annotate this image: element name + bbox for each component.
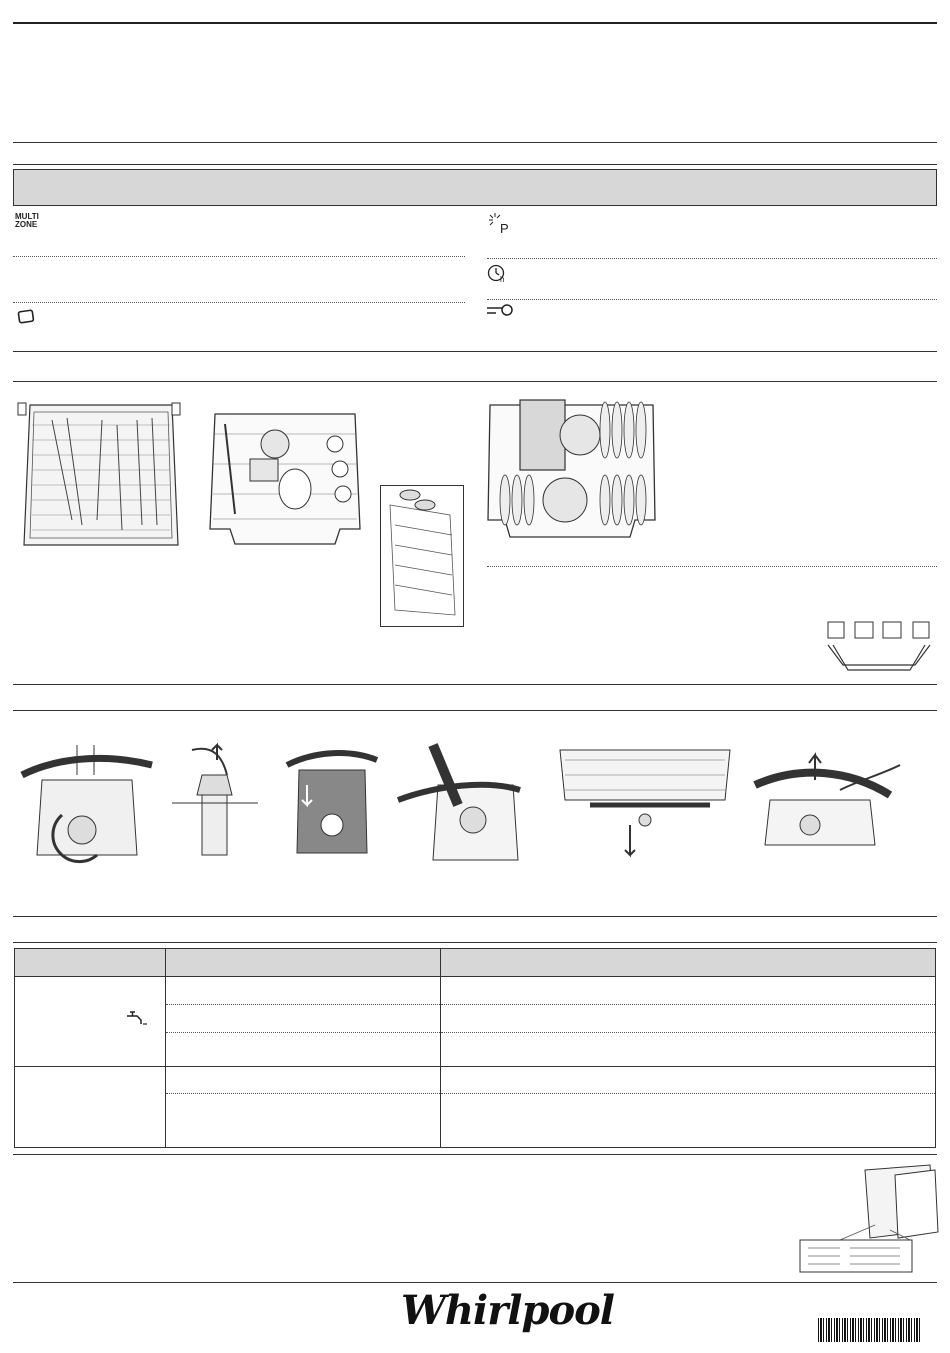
dotted-separator — [487, 566, 937, 567]
key-lock-icon — [486, 303, 516, 317]
filter-step-6-illustration — [750, 755, 900, 850]
table-cell — [166, 1093, 441, 1147]
troubleshooting-table — [14, 948, 936, 1148]
dotted-separator — [487, 258, 937, 259]
section-rule — [13, 142, 937, 143]
table-header-cell — [166, 949, 441, 977]
whirlpool-logo: Whirlpool — [401, 1287, 614, 1334]
barcode — [818, 1318, 921, 1342]
filter-step-3-illustration — [287, 745, 377, 855]
section-rule — [13, 684, 937, 685]
table-cell — [166, 977, 441, 1005]
svg-text:h: h — [500, 275, 505, 284]
table-cell — [441, 1033, 936, 1067]
table-header-cell — [441, 949, 936, 977]
power-dry-icon — [488, 212, 514, 236]
section-rule — [13, 1282, 937, 1283]
svg-text:P: P — [500, 221, 509, 236]
filter-step-2-illustration — [172, 745, 258, 863]
table-cell — [166, 1005, 441, 1033]
cutlery-tray-illustration — [22, 400, 180, 552]
dotted-separator — [13, 302, 465, 303]
table-header-row — [15, 949, 936, 977]
folding-rack-illustration — [380, 485, 464, 627]
table-cell — [166, 1067, 441, 1094]
lower-basket-illustration — [485, 395, 660, 545]
table-cell — [441, 1067, 936, 1094]
delay-start-icon — [487, 263, 509, 285]
section-rule — [13, 164, 937, 165]
table-cell — [441, 977, 936, 1005]
rack-adjuster-illustration — [823, 620, 935, 680]
section-rule — [13, 916, 937, 917]
top-rule — [13, 22, 937, 24]
multizone-icon: MULTI ZONE — [15, 212, 39, 229]
section-rule — [13, 351, 937, 352]
table-cell — [15, 977, 166, 1067]
filter-step-1-illustration — [22, 745, 152, 863]
water-tap-icon — [125, 1010, 149, 1028]
table-cell — [441, 1093, 936, 1147]
upper-basket-illustration — [205, 404, 365, 550]
table-header-cell — [15, 949, 166, 977]
dotted-separator — [13, 256, 465, 257]
table-cell — [166, 1033, 441, 1067]
filter-step-4-illustration — [398, 745, 520, 863]
section-rule — [13, 1154, 937, 1155]
rating-plate-illustration — [800, 1160, 940, 1275]
section-rule — [13, 942, 937, 943]
table-row — [15, 1067, 936, 1094]
table-cell — [441, 1005, 936, 1033]
table-row — [15, 977, 936, 1005]
dotted-separator — [487, 299, 937, 300]
filter-step-5-illustration — [560, 745, 730, 863]
section-rule — [13, 381, 937, 382]
tablet-icon — [17, 309, 37, 325]
section-rule — [13, 710, 937, 711]
table-cell — [15, 1067, 166, 1148]
options-banner — [13, 169, 937, 206]
